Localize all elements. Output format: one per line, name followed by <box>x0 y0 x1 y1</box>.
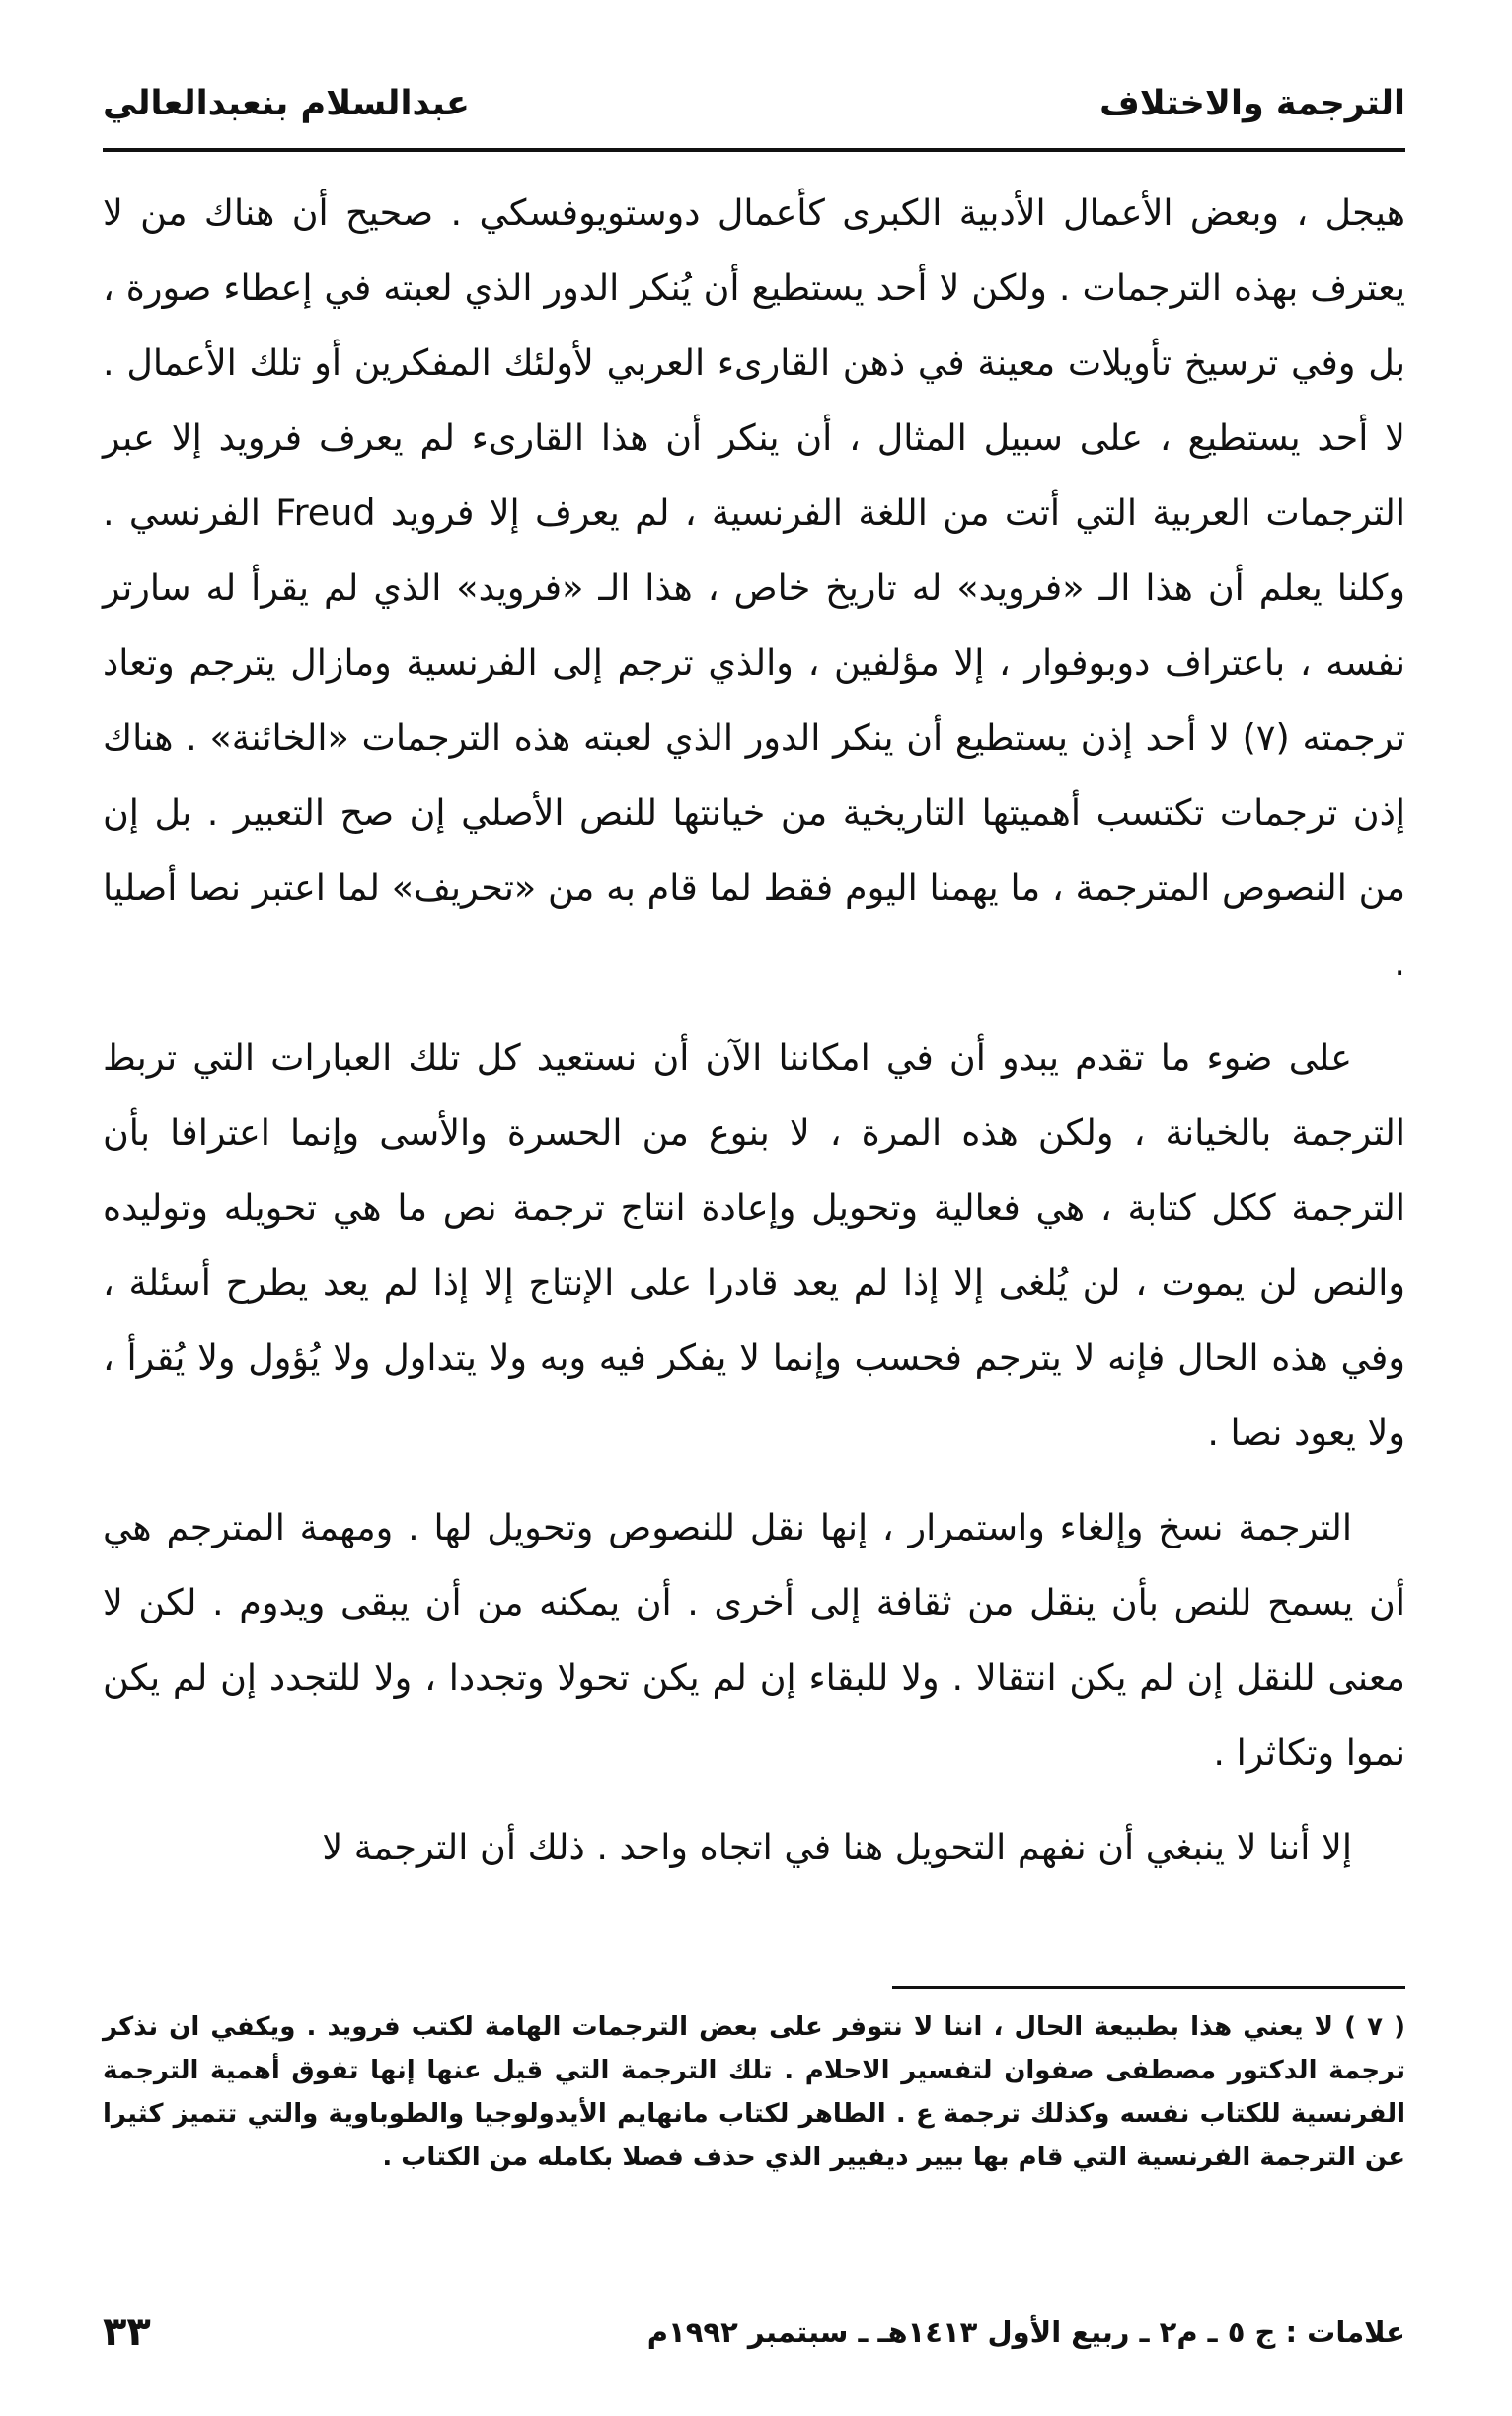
body-paragraph: هيجل ، وبعض الأعمال الأدبية الكبرى كأعمال دوستويوفسكي . صحيح أن هناك من لا يعترف بهذه الترجمات . ولكن لا أحد يستطيع أن يُنكر الدور الذي لعبته في إعطاء صورة ، بل وفي ترسيخ تأويلات معينة في ذهن القارىء العربي لأولئك المفكرين أو تلك الأعمال . لا أحد يستطيع ، على سبيل المثال ، أن ينكر أن هذا القارىء لم يعرف فرويد إلا عبر الترجمات العربية التي أتت من اللغة الفرنسية ، لم يعرف إلا فرويد Freud الفرنسي . وكلنا يعلم أن هذا الـ «فرويد» له تاريخ خاص ، هذا الـ «فرويد» الذي لم يقرأ له سارتر نفسه ، باعتراف دوبوفوار ، إلا مؤلفين ، والذي ترجم إلى الفرنسية ومازال يترجم وتعاد ترجمته (٧) لا أحد إذن يستطيع أن ينكر الدور الذي لعبته هذه الترجمات «الخائنة» . هناك إذن ترجمات تكتسب أهميتها التاريخية من خيانتها للنص الأصلي إن صح التعبير . بل إن من النصوص المترجمة ، ما يهمنا اليوم فقط لما قام به من «تحريف» لما اعتبر نصا أصليا . <box>103 191 1405 984</box>
body-paragraph: الترجمة نسخ وإلغاء واستمرار ، إنها نقل للنصوص وتحويل لها . ومهمة المترجم هي أن يسمح للنص بأن ينقل من ثقافة إلى أخرى . أن يمكنه من أن يبقى ويدوم . لكن لا معنى للنقل إن لم يكن انتقالا . ولا للبقاء إن لم يكن تحولا وتجددا ، ولا للتجدد إن لم يكن نموا وتكاثرا . <box>103 1506 1405 1774</box>
body-paragraph: إلا أننا لا ينبغي أن نفهم التحويل هنا في اتجاه واحد . ذلك أن الترجمة لا <box>322 1826 1352 1868</box>
body-text <box>103 176 1405 1905</box>
page-number: ٣٣ <box>103 2309 151 2355</box>
footnote-separator <box>892 1986 1405 1989</box>
running-head-author: عبدالسلام بنعبدالعالي <box>103 84 470 123</box>
book-page <box>103 59 1405 2388</box>
journal-citation: علامات : ج ٥ ـ م٢ ـ ربيع الأول ١٤١٣هـ ـ سبتمبر ١٩٩٢م <box>646 2315 1405 2349</box>
running-head-title: الترجمة والاختلاف <box>1099 84 1405 123</box>
footnote: ( ٧ ) لا يعني هذا بطبيعة الحال ، اننا لا نتوفر على بعض الترجمات الهامة لكتب فرويد . ويكفي ان نذكر ترجمة الدكتور مصطفى صفوان لتفسير الاحلام . تلك الترجمة التي قيل عنها إنها تفوق أهمية الترجمة الفرنسية للكتاب نفسه وكذلك ترجمة ع . الطاهر لكتاب مانهايم الأيدولوجيا والطوباوية والتي تتميز كثيرا عن الترجمة الفرنسية التي قام بها بيير ديفيير الذي حذف فصلا بكامله من الكتاب . <box>103 2012 1406 2172</box>
running-head <box>103 59 1405 152</box>
body-paragraph: على ضوء ما تقدم يبدو أن في امكاننا الآن أن نستعيد كل تلك العبارات التي تربط الترجمة بالخيانة ، ولكن هذه المرة ، لا بنوع من الحسرة والأسى وإنما اعترافا بأن الترجمة ككل كتابة ، هي فعالية وتحويل وإعادة انتاج ترجمة نص ما هي تحويله وتوليده والنص لن يموت ، لن يُلغى إلا إذا لم يعد قادرا على الإنتاج إلا إذا لم يعد يطرح أسئلة ، وفي هذه الحال فإنه لا يترجم فحسب وإنما لا يفكر فيه وبه ولا يتداول ولا يُؤول ولا يُقرأ ، ولا يعود نصا . <box>103 1036 1405 1454</box>
page-footer <box>103 2309 1405 2355</box>
